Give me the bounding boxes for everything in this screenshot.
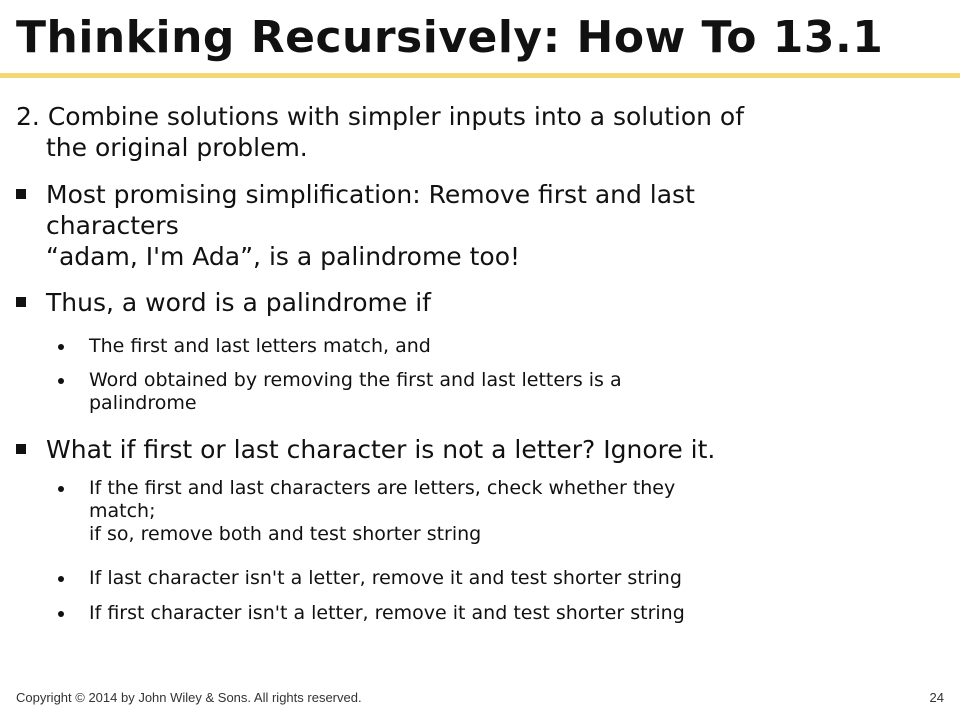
copyright-notice: Copyright © 2014 by John Wiley & Sons. All rights reserved.	[16, 690, 362, 705]
round-bullet-icon	[58, 378, 64, 384]
bullet-line: Most promising simplification: Remove first and last	[46, 180, 695, 209]
page-number: 24	[929, 690, 944, 705]
sub-bullet-line: If first character isn't a letter, remove it and test shorter string	[89, 602, 685, 624]
bullet-line: Thus, a word is a palindrome if	[46, 288, 431, 317]
point-number: 2.	[16, 102, 40, 131]
sub-bullet-line: if so, remove both and test shorter string	[89, 523, 482, 545]
sub-bullet-line: match;	[89, 500, 156, 522]
round-bullet-icon	[58, 486, 64, 492]
round-bullet-icon	[58, 611, 64, 617]
slide-title: Thinking Recursively: How To 13.1	[16, 12, 884, 63]
bullet-line: characters	[46, 211, 179, 240]
point-text-line-1: Combine solutions with simpler inputs into a solution of	[47, 102, 745, 131]
square-bullet-icon	[16, 444, 26, 454]
square-bullet-icon	[16, 189, 26, 199]
sub-bullet-line: palindrome	[89, 392, 197, 414]
round-bullet-icon	[58, 344, 64, 350]
sub-bullet-line: If last character isn't a letter, remove it and test shorter string	[89, 567, 682, 589]
numbered-point	[16, 101, 744, 163]
sub-bullet-line: The first and last letters match, and	[89, 335, 431, 357]
round-bullet-icon	[58, 576, 64, 582]
square-bullet-icon	[16, 297, 26, 307]
sub-bullet-line: If the first and last characters are letters, check whether they	[89, 477, 676, 499]
bullet-line: What if first or last character is not a letter? Ignore it.	[46, 435, 716, 464]
bullet-line: “adam, I'm Ada”, is a palindrome too!	[46, 242, 521, 271]
point-text-line-2: the original problem.	[46, 133, 308, 162]
sub-bullet-line: Word obtained by removing the first and last letters is a	[89, 369, 622, 391]
